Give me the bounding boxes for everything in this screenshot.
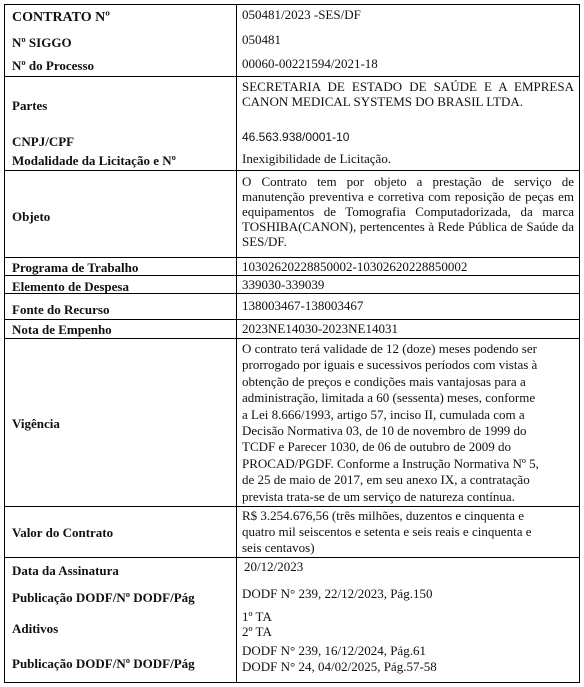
aditivo-item: 2º TA xyxy=(242,624,272,639)
publicacao1-value: DODF N° 239, 22/12/2023, Pág.150 xyxy=(242,586,433,601)
row-divider xyxy=(4,506,580,507)
publicacao2-item: DODF N° 24, 04/02/2025, Pág.57-58 xyxy=(242,659,437,674)
programa-value: 10302620228850002-10302620228850002 xyxy=(242,259,468,274)
publicacao2-list xyxy=(242,643,437,675)
assinatura-value: 20/12/2023 xyxy=(244,559,304,574)
row-divider xyxy=(4,338,580,339)
programa-label: Programa de Trabalho xyxy=(12,260,139,275)
table-border-bottom xyxy=(4,682,580,683)
publicacao2-label: Publicação DODF/Nº DODF/Pág xyxy=(12,656,195,671)
row-divider xyxy=(4,76,580,77)
valor-line: quatro mil seiscentos e setenta e seis reais e cinquenta e xyxy=(242,524,532,539)
contract-table xyxy=(4,4,580,683)
publicacao1-label: Publicação DODF/Nº DODF/Pág xyxy=(12,590,195,605)
vigencia-line: prorrogado por iguais e sucessivos períodos com vistas à xyxy=(242,357,538,373)
table-border-left xyxy=(4,4,5,683)
vigencia-line: obtenção de preços e condições mais vantajosas para a xyxy=(242,373,526,389)
siggo-value: 050481 xyxy=(242,32,281,47)
valor-line: R$ 3.254.676,56 (três milhões, duzentos e cinquenta e xyxy=(242,508,524,523)
fonte-label: Fonte do Recurso xyxy=(12,302,110,317)
publicacao2-item: DODF N° 239, 16/12/2024, Pág.61 xyxy=(242,643,426,658)
fonte-value: 138003467-138003467 xyxy=(242,298,364,313)
assinatura-label: Data da Assinatura xyxy=(12,563,119,578)
row-divider xyxy=(4,557,580,558)
table-border-right xyxy=(579,4,580,683)
row-divider xyxy=(4,275,580,276)
cnpj-value: 46.563.938/0001-10 xyxy=(242,130,350,144)
empenho-label: Nota de Empenho xyxy=(12,322,112,337)
column-divider xyxy=(236,4,237,683)
objeto-value: O Contrato tem por objeto a prestação de serviço de manutenção preventiva e corretiva com reposição de peças em equipamentos de Tomografia Computadorizada, da marca TOSHIBA(CANON), pertencentes à Rede Pública de Saúde da SES/DF. xyxy=(242,174,574,249)
partes-label: Partes xyxy=(12,98,48,113)
empenho-value: 2023NE14030-2023NE14031 xyxy=(242,321,398,336)
table-border-top xyxy=(4,4,580,5)
vigencia-line: TCDF e Parecer 1030, de 06 de outubro de 2009 do xyxy=(242,439,511,455)
contrato-value: 050481/2023 -SES/DF xyxy=(242,7,361,22)
valor-line: seis centavos) xyxy=(242,540,315,555)
modalidade-value: Inexigibilidade de Licitação. xyxy=(242,151,392,166)
vigencia-label: Vigência xyxy=(12,416,60,431)
vigencia-line: administração, limitada a 60 (sessenta) meses, conforme xyxy=(242,390,536,406)
siggo-label: Nº SIGGO xyxy=(12,35,72,50)
valor-label: Valor do Contrato xyxy=(12,525,114,540)
partes-value: SECRETARIA DE ESTADO DE SAÚDE E A EMPRESA CANON MEDICAL SYSTEMS DO BRASIL LTDA. xyxy=(242,79,574,109)
vigencia-line: prevista trata-se de um serviço de natureza contínua. xyxy=(242,488,515,504)
elemento-label: Elemento de Despesa xyxy=(12,279,129,294)
elemento-value: 339030-339039 xyxy=(242,277,325,292)
aditivos-label: Aditivos xyxy=(12,621,59,636)
row-divider xyxy=(4,319,580,320)
vigencia-line: a Lei 8.666/1993, artigo 57, inciso II, cumulada com a xyxy=(242,406,525,422)
vigencia-line: Decisão Normativa 03, de 10 de novembro de 1999 do xyxy=(242,423,527,439)
row-divider xyxy=(4,170,580,171)
vigencia-line: de 25 de maio de 2017, em seu anexo IX, a contratação xyxy=(242,472,530,488)
cnpj-label: CNPJ/CPF xyxy=(12,134,75,149)
vigencia-line: O contrato terá validade de 12 (doze) meses podendo ser xyxy=(242,341,537,356)
aditivo-item: 1º TA xyxy=(242,609,272,624)
valor-text xyxy=(242,508,576,556)
processo-label: Nº do Processo xyxy=(12,58,95,73)
aditivos-list xyxy=(242,609,272,639)
objeto-label: Objeto xyxy=(12,209,51,224)
modalidade-label: Modalidade da Licitação e Nº xyxy=(12,153,176,168)
processo-value: 00060-00221594/2021-18 xyxy=(242,56,378,71)
vigencia-line: PROCAD/PGDF. Conforme a Instrução Normativa Nº 5, xyxy=(242,455,539,471)
vigencia-text xyxy=(242,341,576,505)
row-divider xyxy=(4,257,580,258)
contrato-label: CONTRATO Nº xyxy=(12,10,110,25)
